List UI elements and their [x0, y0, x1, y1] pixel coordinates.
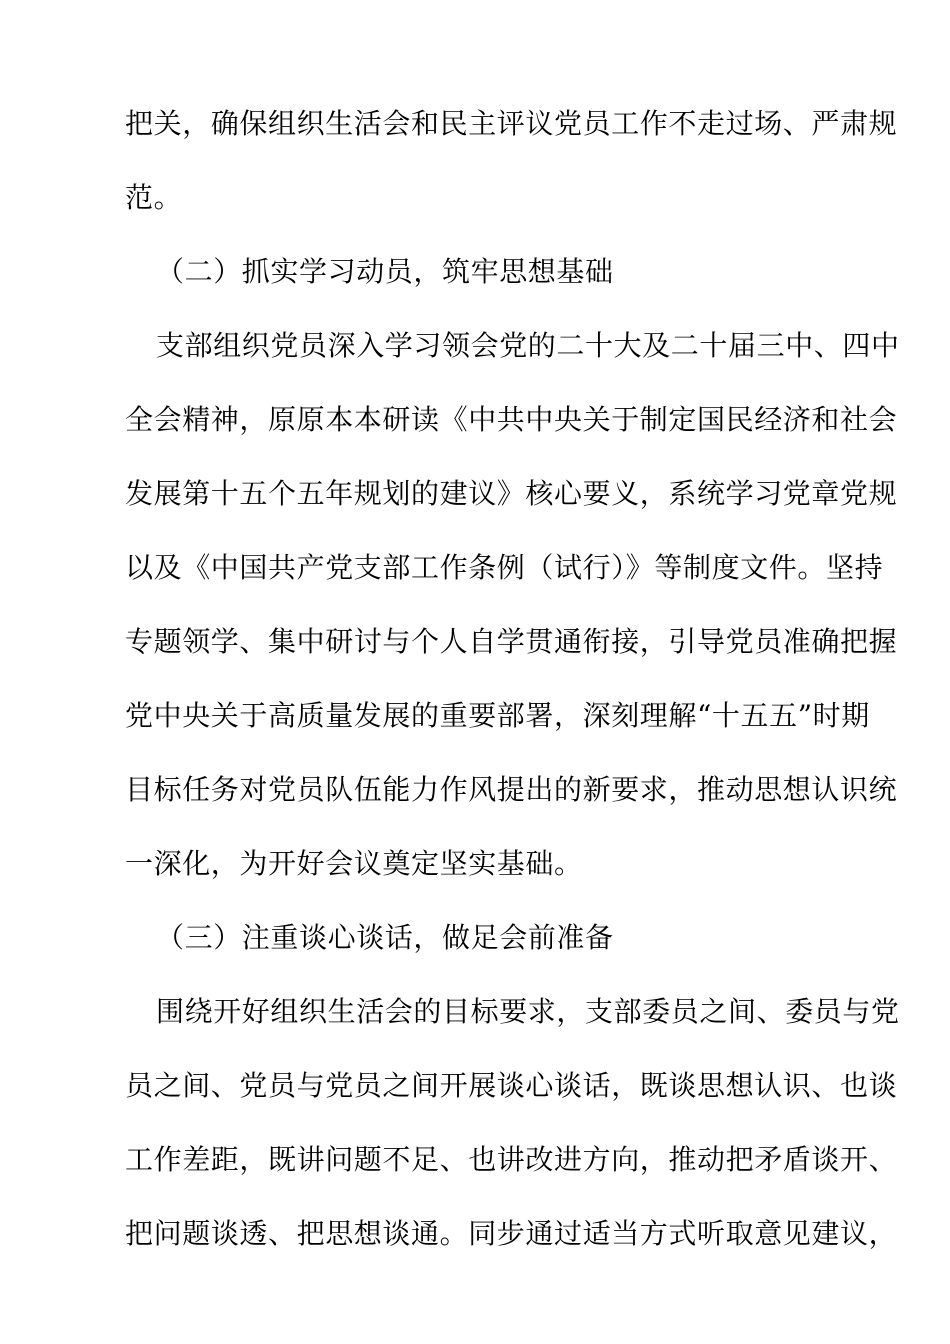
paragraph-line: 全会精神，原原本本研读《中共中央关于制定国民经济和社会 — [125, 403, 898, 436]
paragraph-line: 围绕开好组织生活会的目标要求，支部委员之间、委员与党 — [156, 995, 900, 1028]
paragraph-line: 把关，确保组织生活会和民主评议党员工作不走过场、严肃规 — [125, 107, 898, 140]
paragraph-line: 把问题谈透、把思想谈通。同步通过适当方式听取意见建议， — [125, 1217, 898, 1250]
section-heading-3: （三）注重谈心谈话，做足会前准备 — [156, 921, 614, 954]
paragraph-line: 工作差距，既讲问题不足、也讲改进方向，推动把矛盾谈开、 — [125, 1143, 898, 1176]
paragraph-line: 发展第十五个五年规划的建议》核心要义，系统学习党章党规 — [125, 477, 898, 510]
paragraph-line: 党中央关于高质量发展的重要部署，深刻理解“十五五”时期 — [125, 699, 870, 732]
paragraph-line: 支部组织党员深入学习领会党的二十大及二十届三中、四中 — [156, 329, 900, 362]
paragraph-line: 范。 — [125, 181, 183, 214]
paragraph-line: 目标任务对党员队伍能力作风提出的新要求，推动思想认识统 — [125, 773, 898, 806]
paragraph-line: 以及《中国共产党支部工作条例（试行）》等制度文件。坚持 — [125, 551, 884, 584]
section-heading-2: （二）抓实学习动员，筑牢思想基础 — [156, 255, 614, 288]
paragraph-line: 一深化，为开好会议奠定坚实基础。 — [125, 847, 583, 880]
paragraph-line: 专题领学、集中研讨与个人自学贯通衔接，引导党员准确把握 — [125, 625, 898, 658]
paragraph-line: 员之间、党员与党员之间开展谈心谈话，既谈思想认识、也谈 — [125, 1069, 898, 1102]
